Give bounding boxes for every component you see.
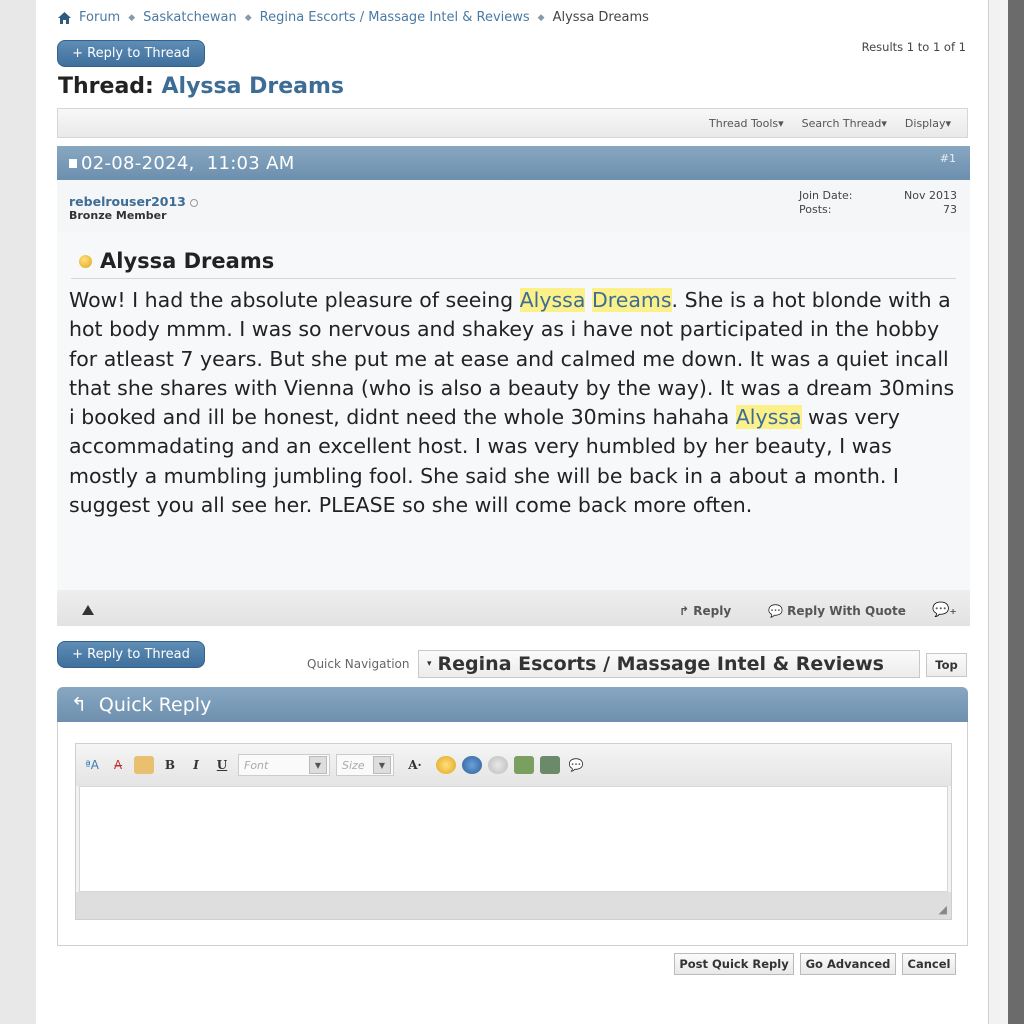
user-title: Bronze Member: [69, 209, 167, 222]
quick-navigation-selected: Regina Escorts / Massage Intel & Reviews: [437, 653, 884, 675]
breadcrumb-item-current: Alyssa Dreams: [552, 10, 649, 25]
post-title: [79, 249, 274, 273]
search-thread-menu[interactable]: Search Thread▾: [801, 116, 887, 130]
quick-reply-title: Quick Reply: [98, 693, 212, 716]
remove-format-icon[interactable]: ªA: [85, 758, 99, 772]
reply-with-quote-button[interactable]: 💬 Reply With Quote: [768, 604, 906, 618]
post-number-link[interactable]: #1: [939, 152, 956, 165]
breadcrumb: [58, 10, 649, 25]
dropdown-arrow-icon: ▼: [309, 756, 327, 774]
smilies-icon[interactable]: [436, 756, 456, 774]
editor-toolbar: [76, 744, 951, 786]
page-scroll-gutter: [988, 0, 1009, 1024]
offline-status-icon: [190, 199, 198, 207]
breadcrumb-item-saskatchewan[interactable]: Saskatchewan: [143, 10, 237, 25]
highlight-term: Alyssa: [519, 288, 586, 312]
thread-tools-bar: [57, 108, 968, 138]
multi-quote-icon[interactable]: 💬₊: [932, 602, 957, 618]
paste-icon[interactable]: [134, 756, 154, 774]
results-count: Results 1 to 1 of 1: [861, 40, 966, 54]
breadcrumb-separator-icon: ◆: [537, 12, 545, 23]
highlight-term: Dreams: [591, 288, 672, 312]
insert-image-icon[interactable]: [514, 756, 534, 774]
dropdown-arrow-icon: ▾: [778, 116, 784, 130]
go-advanced-button[interactable]: Go Advanced: [800, 953, 896, 975]
posts-label: Posts:: [799, 203, 832, 216]
quick-reply-header[interactable]: [57, 687, 968, 722]
cancel-button[interactable]: Cancel: [902, 953, 956, 975]
post-content: [57, 232, 970, 590]
post-message: Wow! I had the absolute pleasure of seeing Alyssa Dreams. She is a hot blonde with a hot body mmm. I was so nervous and shakey as i have not participated in the hobby for atleast 7 years. But she put me at ease and calmed me down. It was a quiet incall that she shares with Vienna (who is also a beauty by the way). It was a dream 30mins i booked and ill be honest, didnt need the whole 30mins hahaha Alyssa was very accommadating and an excellent host. I was very humbled by her beauty, I was mostly a mumbling jumbling fool. She said she will be back in a about a month. I suggest you all see her. PLEASE so she will come back more often.: [69, 288, 955, 518]
insert-video-icon[interactable]: [540, 756, 560, 774]
quick-navigation-select[interactable]: [418, 650, 920, 678]
text-color-icon[interactable]: A·: [408, 758, 422, 772]
editor-footer: [76, 892, 951, 919]
post-user-info: [57, 180, 970, 232]
post-quick-reply-button[interactable]: Post Quick Reply: [674, 953, 794, 975]
reply-arrow-icon: ↱: [679, 604, 694, 618]
reply-to-thread-button-top[interactable]: + Reply to Thread: [57, 40, 205, 67]
dropdown-arrow-icon: ▾: [427, 659, 432, 669]
breadcrumb-item-forum[interactable]: Forum: [79, 10, 121, 25]
message-textarea[interactable]: [79, 786, 948, 892]
home-icon[interactable]: [58, 12, 71, 24]
quote-icon[interactable]: 💬: [568, 758, 584, 772]
font-select[interactable]: Font ▼: [238, 754, 330, 776]
resize-handle-icon[interactable]: ◢: [938, 903, 947, 916]
post-title-text: Alyssa Dreams: [100, 249, 275, 273]
window-edge: [1008, 0, 1024, 1024]
switch-mode-icon[interactable]: A̶: [113, 758, 123, 772]
breadcrumb-item-regina[interactable]: Regina Escorts / Massage Intel & Reviews: [259, 10, 530, 25]
size-select[interactable]: Size ▼: [336, 754, 394, 776]
italic-icon[interactable]: I: [193, 758, 199, 772]
bold-icon[interactable]: B: [164, 758, 176, 772]
post-date: 02-08-2024, 11:03 AM: [81, 152, 295, 174]
dropdown-arrow-icon: ▾: [945, 116, 951, 130]
quick-navigation-label: Quick Navigation: [307, 657, 410, 671]
report-post-icon[interactable]: [82, 605, 94, 615]
reply-to-thread-button-bottom[interactable]: + Reply to Thread: [57, 641, 205, 668]
insert-link-icon[interactable]: [462, 756, 482, 774]
dropdown-arrow-icon: ▼: [373, 756, 391, 774]
user-stats-values: [904, 189, 957, 217]
remove-link-icon[interactable]: [488, 756, 508, 774]
join-date-value: Nov 2013: [904, 189, 957, 202]
highlight-term: Alyssa: [735, 405, 802, 430]
reply-button[interactable]: ↱ Reply: [679, 604, 732, 618]
collapse-arrow-icon: ↰: [71, 693, 87, 716]
divider: [71, 278, 956, 279]
breadcrumb-separator-icon: ◆: [244, 12, 252, 23]
thread-tools-menu[interactable]: Thread Tools▾: [709, 116, 784, 130]
display-menu[interactable]: Display▾: [904, 116, 951, 130]
thread-label: Thread:: [58, 74, 154, 99]
dropdown-arrow-icon: ▾: [881, 116, 887, 130]
breadcrumb-separator-icon: ◆: [128, 12, 136, 23]
posts-count-value: 73: [943, 203, 957, 216]
top-button[interactable]: Top: [926, 653, 967, 677]
smiley-icon: [79, 255, 92, 268]
post-footer: [57, 590, 970, 626]
page-title: [58, 74, 344, 99]
post-header: [57, 146, 970, 180]
join-date-label: Join Date:: [799, 189, 853, 202]
quick-reply-panel: [57, 722, 968, 946]
underline-icon[interactable]: U: [216, 758, 228, 772]
quote-icon: 💬: [768, 604, 788, 618]
thread-name: Alyssa Dreams: [161, 74, 345, 99]
user-stats-labels: [799, 189, 853, 217]
username-link[interactable]: rebelrouser2013: [69, 194, 198, 209]
message-editor: [75, 743, 952, 920]
post-status-icon: [69, 159, 77, 168]
